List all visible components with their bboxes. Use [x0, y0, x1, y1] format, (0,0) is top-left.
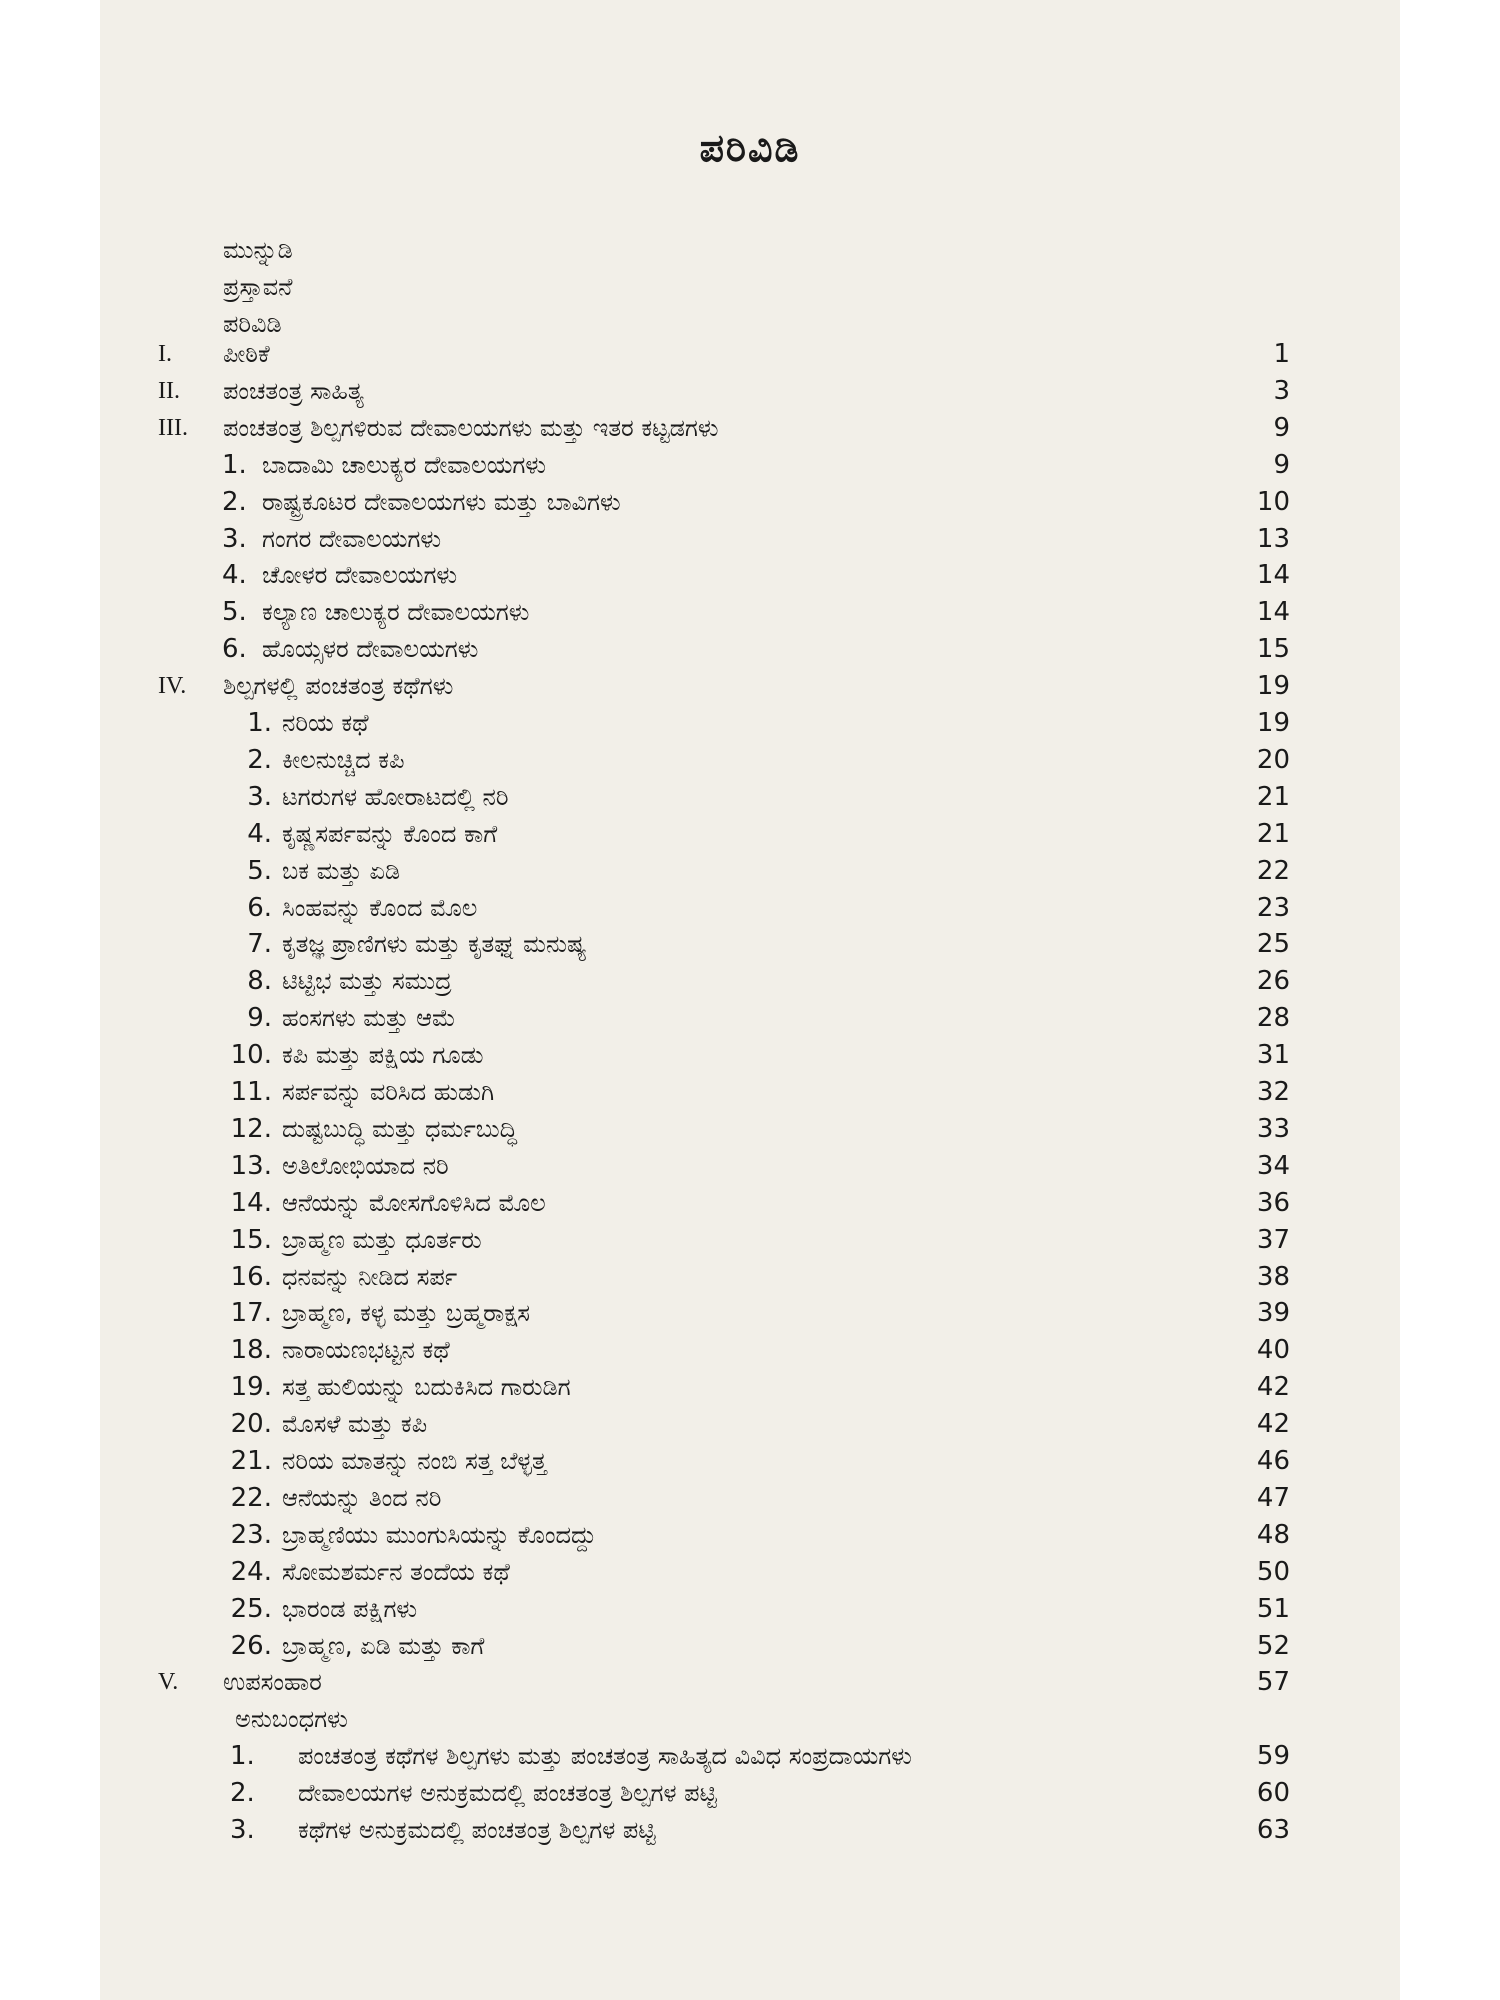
entry-page-number: 19 [1256, 708, 1290, 738]
entry-number: 8. [247, 966, 272, 996]
entry-title: ಶಿಲ್ಪಗಳಲ್ಲಿ ಪಂಚತಂತ್ರ ಕಥೆಗಳು [223, 672, 454, 700]
entry-number: 20. [230, 1409, 272, 1439]
entry-page-number: 51 [1256, 1594, 1290, 1624]
entry-page-number: 63 [1256, 1815, 1290, 1845]
entry-number: 15. [230, 1225, 272, 1255]
entry-number: 19. [230, 1372, 272, 1402]
entry-number: 22. [230, 1483, 272, 1513]
entry-title: ಸರ್ಪವನ್ನು ವರಿಸಿದ ಹುಡುಗಿ [282, 1078, 495, 1106]
entry-page-number: 59 [1256, 1741, 1290, 1771]
entry-page-number: 60 [1256, 1778, 1290, 1808]
entry-number: 3. [247, 782, 272, 812]
entry-number: III. [158, 415, 188, 441]
entry-page-number: 10 [1256, 487, 1290, 517]
entry-page-number: 36 [1256, 1188, 1290, 1218]
entry-title: ನರಿಯ ಮಾತನ್ನು ನಂಬಿ ಸತ್ತ ಬೆಳ್ಳತ್ತ [282, 1447, 547, 1475]
entry-title: ಬ್ರಾಹ್ಮಣ, ಕಳ್ಳ ಮತ್ತು ಬ್ರಹ್ಮರಾಕ್ಷಸ [282, 1299, 531, 1327]
entry-page-number: 19 [1256, 671, 1290, 701]
entry-page-number: 39 [1256, 1298, 1290, 1328]
entry-number: 17. [230, 1298, 272, 1328]
entry-number: 5. [222, 597, 247, 627]
entry-page-number: 1 [1273, 339, 1290, 369]
entry-page-number: 52 [1256, 1631, 1290, 1661]
entry-number: 4. [247, 819, 272, 849]
entry-page-number: 14 [1256, 597, 1290, 627]
entry-title: ಸಿಂಹವನ್ನು ಕೊಂದ ಮೊಲ [282, 894, 478, 922]
entry-number: II. [158, 378, 180, 404]
entry-page-number: 9 [1273, 413, 1290, 443]
entry-title: ಮೊಸಳೆ ಮತ್ತು ಕಪಿ [282, 1410, 428, 1438]
entry-page-number: 57 [1256, 1667, 1290, 1697]
entry-page-number: 14 [1256, 560, 1290, 590]
entry-page-number: 3 [1273, 376, 1290, 406]
entry-title: ಆನೆಯನ್ನು ಮೋಸಗೊಳಿಸಿದ ಮೊಲ [282, 1189, 546, 1217]
entry-title: ಪಂಚತಂತ್ರ ಸಾಹಿತ್ಯ [223, 377, 364, 405]
entry-page-number: 32 [1256, 1077, 1290, 1107]
entry-title: ಚೋಳರ ದೇವಾಲಯಗಳು [262, 561, 458, 589]
entry-title: ಕಲ್ಯಾಣ ಚಾಲುಕ್ಯರ ದೇವಾಲಯಗಳು [262, 598, 530, 626]
entry-title: ಟಿಟ್ಟಿಭ ಮತ್ತು ಸಮುದ್ರ [282, 967, 452, 995]
entry-title: ಬ್ರಾಹ್ಮಣಿಯು ಮುಂಗುಸಿಯನ್ನು ಕೊಂದದ್ದು [282, 1521, 597, 1549]
entry-number: 10. [230, 1040, 272, 1070]
entry-title: ಹೊಯ್ಸಳರ ದೇವಾಲಯಗಳು [262, 635, 479, 663]
entry-number: 9. [247, 1003, 272, 1033]
entry-page-number: 40 [1256, 1335, 1290, 1365]
entry-page-number: 23 [1256, 893, 1290, 923]
entry-page-number: 20 [1256, 745, 1290, 775]
entry-number: 21. [230, 1446, 272, 1476]
entry-number: 23. [230, 1520, 272, 1550]
entry-title: ಬಾದಾಮಿ ಚಾಲುಕ್ಯರ ದೇವಾಲಯಗಳು [262, 451, 547, 479]
entry-title: ದೇವಾಲಯಗಳ ಅನುಕ್ರಮದಲ್ಲಿ ಪಂಚತಂತ್ರ ಶಿಲ್ಪಗಳ ಪಟ್ಟಿ [298, 1779, 717, 1807]
entry-page-number: 26 [1256, 966, 1290, 996]
entry-number: 2. [247, 745, 272, 775]
entry-number: 1. [247, 708, 272, 738]
entry-title: ಪಂಚತಂತ್ರ ಕಥೆಗಳ ಶಿಲ್ಪಗಳು ಮತ್ತು ಪಂಚತಂತ್ರ ಸಾಹಿತ್ಯದ ವಿವಿಧ ಸಂಪ್ರದಾಯಗಳು [298, 1742, 912, 1770]
entry-title: ಕೀಲನುಚ್ಚಿದ ಕಪಿ [282, 746, 405, 774]
entry-number: I. [158, 341, 172, 367]
entry-title: ಬಕ ಮತ್ತು ಏಡಿ [282, 857, 401, 885]
entry-title: ಕೃತಜ್ಞ ಪ್ರಾಣಿಗಳು ಮತ್ತು ಕೃತಘ್ನ ಮನುಷ್ಯ [282, 930, 587, 958]
entry-page-number: 21 [1256, 782, 1290, 812]
entry-number: 6. [222, 634, 247, 664]
entry-page-number: 22 [1256, 856, 1290, 886]
front-matter-item: ಪ್ರಸ್ತಾವನೆ [223, 273, 293, 301]
entry-number: 24. [230, 1557, 272, 1587]
entry-title: ದುಷ್ಟಬುದ್ಧಿ ಮತ್ತು ಧರ್ಮಬುದ್ಧಿ [282, 1115, 518, 1143]
entry-title: ಅನುಬಂಧಗಳು [235, 1705, 348, 1733]
entry-title: ಅತಿಲೋಭಿಯಾದ ನರಿ [282, 1152, 449, 1180]
entry-title: ಬ್ರಾಹ್ಮಣ ಮತ್ತು ಧೂರ್ತರು [282, 1226, 482, 1254]
entry-page-number: 21 [1256, 819, 1290, 849]
entry-number: 25. [230, 1594, 272, 1624]
entry-page-number: 33 [1256, 1114, 1290, 1144]
entry-page-number: 9 [1273, 450, 1290, 480]
entry-title: ಆನೆಯನ್ನು ತಿಂದ ನರಿ [282, 1484, 442, 1512]
entry-number: 1. [230, 1741, 255, 1771]
entry-page-number: 42 [1256, 1372, 1290, 1402]
entry-number: 4. [222, 560, 247, 590]
entry-title: ಪಂಚತಂತ್ರ ಶಿಲ್ಪಗಳಿರುವ ದೇವಾಲಯಗಳು ಮತ್ತು ಇತರ ಕಟ್ಟಡಗಳು [223, 414, 719, 442]
entry-page-number: 42 [1256, 1409, 1290, 1439]
entry-title: ಗಂಗರ ದೇವಾಲಯಗಳು [262, 525, 442, 553]
entry-page-number: 25 [1256, 929, 1290, 959]
entry-number: 11. [230, 1077, 272, 1107]
entry-number: V. [158, 1669, 179, 1695]
entry-title: ಪೀಠಿಕೆ [223, 340, 270, 368]
entry-title: ಟಗರುಗಳ ಹೋರಾಟದಲ್ಲಿ ನರಿ [282, 783, 509, 811]
entry-title: ಸೋಮಶರ್ಮನ ತಂದೆಯ ಕಥೆ [282, 1558, 510, 1586]
entry-title: ಬ್ರಾಹ್ಮಣ, ಏಡಿ ಮತ್ತು ಕಾಗೆ [282, 1632, 485, 1660]
entry-page-number: 31 [1256, 1040, 1290, 1070]
entry-title: ರಾಷ್ಟ್ರಕೂಟರ ದೇವಾಲಯಗಳು ಮತ್ತು ಬಾವಿಗಳು [262, 488, 621, 516]
entry-number: 18. [230, 1335, 272, 1365]
entry-title: ಸತ್ತ ಹುಲಿಯನ್ನು ಬದುಕಿಸಿದ ಗಾರುಡಿಗ [282, 1373, 571, 1401]
entry-title: ನಾರಾಯಣಭಟ್ಟನ ಕಥೆ [282, 1336, 450, 1364]
page-title: ಪರಿವಿಡಿ [699, 126, 801, 170]
entry-number: IV. [158, 673, 187, 699]
entry-number: 7. [247, 929, 272, 959]
entry-page-number: 38 [1256, 1262, 1290, 1292]
entry-number: 14. [230, 1188, 272, 1218]
entry-number: 6. [247, 893, 272, 923]
entry-number: 2. [230, 1778, 255, 1808]
entry-page-number: 34 [1256, 1151, 1290, 1181]
entry-title: ಭಾರಂಡ ಪಕ್ಷಿಗಳು [282, 1595, 418, 1623]
entry-page-number: 46 [1256, 1446, 1290, 1476]
front-matter-item: ಪರಿವಿಡಿ [223, 310, 282, 338]
entry-number: 16. [230, 1262, 272, 1292]
entry-page-number: 28 [1256, 1003, 1290, 1033]
front-matter-item: ಮುನ್ನುಡಿ [223, 236, 293, 264]
entry-title: ಕಥೆಗಳ ಅನುಕ್ರಮದಲ್ಲಿ ಪಂಚತಂತ್ರ ಶಿಲ್ಪಗಳ ಪಟ್ಟಿ [298, 1816, 656, 1844]
entry-page-number: 50 [1256, 1557, 1290, 1587]
entry-number: 1. [222, 450, 247, 480]
entry-title: ಹಂಸಗಳು ಮತ್ತು ಆಮೆ [282, 1004, 456, 1032]
entry-page-number: 13 [1256, 524, 1290, 554]
entry-title: ನರಿಯ ಕಥೆ [282, 709, 369, 737]
entry-page-number: 37 [1256, 1225, 1290, 1255]
entry-number: 5. [247, 856, 272, 886]
entry-page-number: 15 [1256, 634, 1290, 664]
entry-number: 26. [230, 1631, 272, 1661]
entry-number: 3. [230, 1815, 255, 1845]
entry-title: ಧನವನ್ನು ನೀಡಿದ ಸರ್ಪ [282, 1263, 458, 1291]
entry-title: ಕೃಷ್ಣಸರ್ಪವನ್ನು ಕೊಂದ ಕಾಗೆ [282, 820, 498, 848]
entry-number: 2. [222, 487, 247, 517]
entry-title: ಕಪಿ ಮತ್ತು ಪಕ್ಷಿಯ ಗೂಡು [282, 1041, 484, 1069]
entry-page-number: 47 [1256, 1483, 1290, 1513]
entry-number: 13. [230, 1151, 272, 1181]
entry-number: 3. [222, 524, 247, 554]
entry-title: ಉಪಸಂಹಾರ [223, 1668, 322, 1696]
entry-page-number: 48 [1256, 1520, 1290, 1550]
entry-number: 12. [230, 1114, 272, 1144]
